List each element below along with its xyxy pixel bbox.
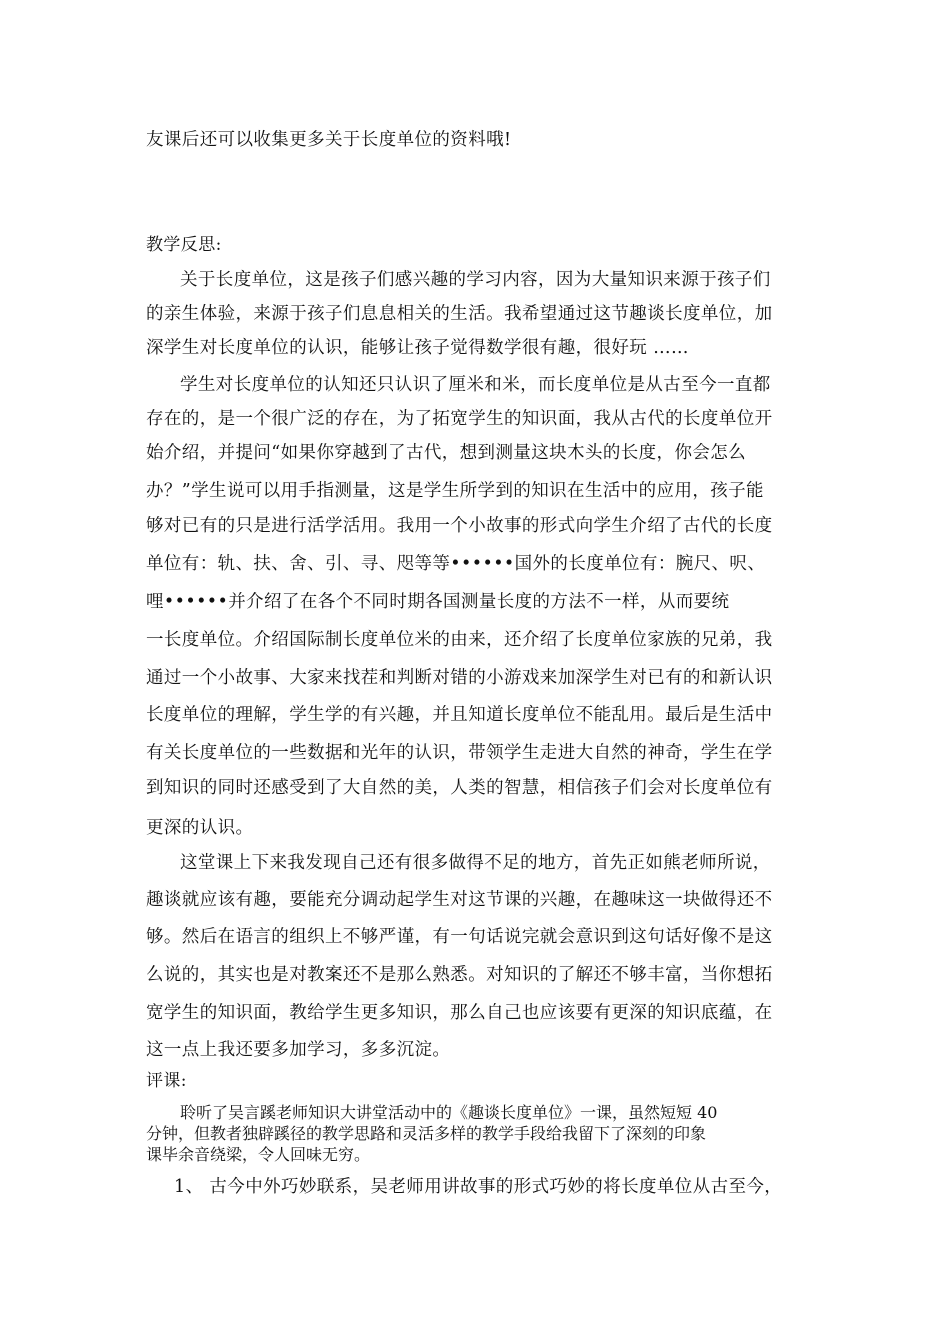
reflection-line: 的亲生体验，来源于孩子们息息相关的生活。我希望通过这节趣谈长度单位，加 xyxy=(146,304,773,324)
reflection-line: 学生对长度单位的认知还只认识了厘米和米，而长度单位是从古至今一直都 xyxy=(180,375,771,395)
intro-line: 友课后还可以收集更多关于长度单位的资料哦! xyxy=(146,130,512,150)
evaluation-line: 聆听了吴言蹊老师知识大讲堂活动中的《趣谈长度单位》一课，虽然短短 40 xyxy=(180,1103,718,1122)
reflection-line: 单位有：轨、扶、舍、引、寻、咫等等••••••国外的长度单位有：腕尺、呎、 xyxy=(146,554,766,574)
reflection-line: 趣谈就应该有趣，要能充分调动起学生对这节课的兴趣，在趣味这一块做得还不 xyxy=(146,890,773,910)
reflection-line: 长度单位的理解，学生学的有兴趣，并且知道长度单位不能乱用。最后是生活中 xyxy=(146,705,773,725)
reflection-line: 这一点上我还要多加学习，多多沉淀。 xyxy=(146,1040,451,1060)
reflection-heading: 教学反思: xyxy=(146,235,222,255)
reflection-line: 通过一个小故事、大家来找茬和判断对错的小游戏来加深学生对已有的和新认识 xyxy=(146,668,773,688)
reflection-line: 更深的认识。 xyxy=(146,818,254,838)
reflection-line: 哩••••••并介绍了在各个不同时期各国测量长度的方法不一样，从而要统 xyxy=(146,592,730,612)
reflection-line: 有关长度单位的一些数据和光年的认识，带领学生走进大自然的神奇，学生在学 xyxy=(146,743,773,763)
evaluation-line: 1、 古今中外巧妙联系，吴老师用讲故事的形式巧妙的将长度单位从古至今， xyxy=(174,1177,783,1197)
reflection-line: 么说的，其实也是对教案还不是那么熟悉。对知识的了解还不够丰富，当你想拓 xyxy=(146,965,773,985)
reflection-line: 一长度单位。介绍国际制长度单位米的由来，还介绍了长度单位家族的兄弟，我 xyxy=(146,630,773,650)
reflection-line: 办？”学生说可以用手指测量，这是学生所学到的知识在生活中的应用，孩子能 xyxy=(146,481,764,501)
reflection-line: 够。然后在语言的组织上不够严谨，有一句话说完就会意识到这句话好像不是这 xyxy=(146,927,773,947)
evaluation-heading: 评课: xyxy=(146,1071,187,1091)
reflection-line: 够对已有的只是进行活学活用。我用一个小故事的形式向学生介绍了古代的长度 xyxy=(146,516,773,536)
reflection-line: 存在的，是一个很广泛的存在，为了拓宽学生的知识面，我从古代的长度单位开 xyxy=(146,409,773,429)
reflection-line: 到知识的同时还感受到了大自然的美，人类的智慧，相信孩子们会对长度单位有 xyxy=(146,778,773,798)
reflection-line: 宽学生的知识面，教给学生更多知识，那么自己也应该要有更深的知识底蕴，在 xyxy=(146,1003,773,1023)
reflection-line: 始介绍，并提问“如果你穿越到了古代，想到测量这块木头的长度，你会怎么 xyxy=(146,443,747,463)
reflection-line: 关于长度单位，这是孩子们感兴趣的学习内容，因为大量知识来源于孩子们 xyxy=(180,270,771,290)
evaluation-line: 分钟，但教者独辟蹊径的教学思路和灵活多样的教学手段给我留下了深刻的印象 xyxy=(146,1124,707,1143)
reflection-line: 深学生对长度单位的认识，能够让孩子觉得数学很有趣，很好玩 …… xyxy=(146,338,689,358)
reflection-line: 这堂课上下来我发现自己还有很多做得不足的地方，首先正如熊老师所说， xyxy=(180,853,771,873)
evaluation-line: 课毕余音绕梁，令人回味无穷。 xyxy=(146,1145,371,1164)
